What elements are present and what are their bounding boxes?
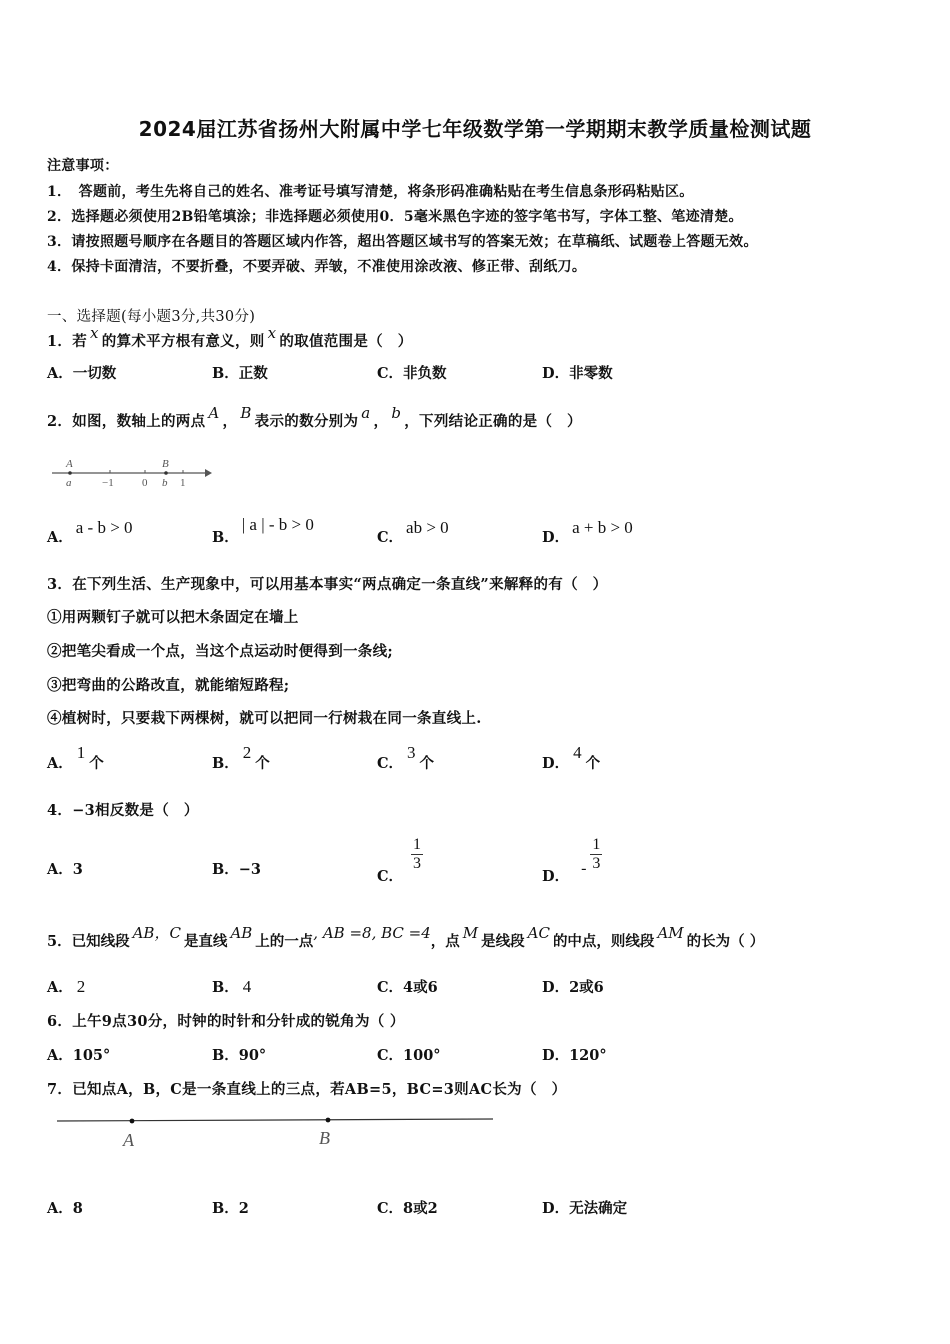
q5-math-2: AB	[230, 924, 253, 942]
q3-option-b[interactable]	[212, 743, 270, 773]
point-a-dot	[130, 1119, 135, 1124]
q2-option-b[interactable]	[212, 515, 317, 547]
label-1: 1	[180, 477, 186, 489]
q2-text-2: 表示的数分别为	[254, 413, 359, 430]
option-expr: | a | - b > 0	[241, 515, 314, 534]
q2-option-c[interactable]	[377, 518, 452, 547]
fraction-one-third	[590, 836, 602, 873]
question-5	[47, 924, 765, 951]
q5-text-4: ，点	[430, 933, 460, 950]
section-heading: 一、选择题(每小题3分,共30分)	[47, 309, 256, 325]
fraction-numerator: 1	[592, 836, 601, 853]
q5-text-2: 是直线	[183, 933, 228, 950]
q6-option-a[interactable]: A．105°	[47, 1047, 111, 1064]
straight-line	[57, 1119, 493, 1121]
q5-text-3: 上的一点	[255, 933, 314, 950]
q2-var-A: A	[208, 404, 220, 422]
option-num: 4	[573, 743, 582, 762]
q2-comma: ，	[222, 413, 238, 430]
q7-option-d[interactable]: D．无法确定	[542, 1200, 628, 1217]
option-label: D．	[542, 867, 570, 885]
option-value: 4	[242, 977, 252, 996]
q3-option-a[interactable]	[47, 743, 104, 773]
q5-math-4: M	[462, 924, 479, 942]
line-segment-figure	[55, 1108, 505, 1153]
q3-item-2: ②把笔尖看成一个点，当这个点运动时便得到一条线;	[47, 643, 394, 660]
q3-option-c[interactable]	[377, 743, 435, 773]
q2-text-1: 2．如图，数轴上的两点	[47, 413, 206, 430]
point-b-dot	[164, 471, 168, 475]
option-label: C．	[377, 529, 404, 546]
point-a-dot	[68, 471, 72, 475]
point-b-dot	[326, 1118, 331, 1123]
q1-option-b[interactable]: B．正数	[212, 365, 268, 382]
q1-text-2: 的算术平方根有意义，则	[101, 333, 265, 350]
q3-item-3: ③把弯曲的公路改直，就能缩短路程;	[47, 677, 290, 694]
fraction-one-third	[411, 836, 423, 873]
notice-heading: 注意事项：	[47, 158, 119, 174]
question-7: 7．已知点A，B，C是一条直线上的三点，若AB=5，BC=3则AC长为（ ）	[47, 1081, 567, 1098]
q3-option-d[interactable]	[542, 743, 601, 773]
q6-option-c[interactable]: C．100°	[377, 1047, 441, 1064]
q5-text-6: 的中点，则线段	[552, 933, 655, 950]
fraction-numerator: 1	[413, 836, 422, 853]
q5-option-a[interactable]	[47, 976, 85, 997]
q1-var-x: x	[90, 324, 99, 342]
q7-option-c[interactable]: C．8或2	[377, 1200, 438, 1217]
label-b: b	[162, 477, 168, 489]
q2-comma: ，	[373, 413, 389, 430]
q2-option-a[interactable]	[47, 518, 136, 547]
question-4: 4．−3相反数是（ ）	[47, 802, 199, 819]
option-label: A．	[47, 755, 73, 772]
question-6: 6．上午9点30分，时钟的时针和分针成的锐角为（ ）	[47, 1013, 405, 1030]
q5-option-c[interactable]: C．4或6	[377, 979, 438, 996]
q7-option-a[interactable]: A．8	[47, 1200, 83, 1217]
q5-math-1: AB，C	[132, 924, 181, 942]
option-label: A．	[47, 979, 73, 996]
label-A: A	[66, 458, 73, 470]
q1-var-x: x	[267, 324, 277, 342]
option-value: 2	[76, 977, 86, 996]
fraction-denominator: 3	[592, 855, 601, 872]
q2-var-a: a	[361, 404, 371, 422]
number-line-arrow	[205, 469, 212, 477]
notice-item-3: 3．请按照题号顺序在各题目的答题区域内作答，超出答题区域书写的答案无效；在草稿纸、试题卷上答题无效。	[47, 234, 758, 250]
page-title: 2024届江苏省扬州大附属中学七年级数学第一学期期末教学质量检测试题	[138, 117, 812, 141]
notice-item-4: 4．保持卡面清洁，不要折叠，不要弄破、弄皱，不准使用涂改液、修正带、刮纸刀。	[47, 259, 587, 275]
label-B: B	[162, 458, 169, 470]
fraction-denominator: 3	[413, 855, 422, 872]
q1-option-c[interactable]: C．非负数	[377, 365, 447, 382]
minus-sign: -	[581, 859, 587, 877]
label-B: B	[319, 1128, 330, 1148]
option-label: A．	[47, 529, 73, 546]
q1-option-a[interactable]: A．一切数	[47, 365, 117, 382]
option-unit: 个	[419, 755, 435, 772]
label-0: 0	[142, 477, 148, 489]
notice-item-2: 2．选择题必须使用2B铅笔填涂；非选择题必须使用0．5毫米黑色字迹的签字笔书写，字体工整、笔迹清楚。	[47, 209, 743, 225]
q1-text-1: 1．若	[47, 333, 87, 350]
q5-math-5: AC	[527, 924, 550, 942]
q5-text-1: 5．已知线段	[47, 933, 130, 950]
q5-option-b[interactable]	[212, 976, 251, 997]
notice-item-1: 1． 答题前，考生先将自己的姓名、准考证号填写清楚，将条形码准确粘贴在考生信息条形码粘贴区。	[47, 184, 694, 200]
question-1	[47, 324, 413, 351]
option-label: C．	[377, 867, 404, 885]
option-label: B．	[212, 755, 239, 772]
q5-option-d[interactable]: D．2或6	[542, 979, 604, 996]
q3-item-4: ④植树时，只要栽下两棵树，就可以把同一行树栽在同一条直线上.	[47, 710, 482, 727]
option-num: 1	[76, 743, 86, 762]
option-unit: 个	[255, 755, 270, 772]
option-num: 3	[407, 743, 416, 762]
option-label: D．	[542, 529, 570, 546]
q4-option-d[interactable]	[542, 836, 602, 885]
q4-option-b[interactable]: B．−3	[212, 861, 261, 878]
option-expr: a + b > 0	[572, 518, 633, 537]
option-expr: a - b > 0	[75, 518, 133, 537]
option-expr: ab > 0	[406, 518, 449, 537]
q5-math-6: AM	[657, 924, 684, 942]
q5-text-7: 的长为（ ）	[686, 933, 765, 950]
q2-var-B: B	[240, 404, 252, 422]
option-unit: 个	[89, 755, 104, 772]
label-A: A	[123, 1130, 134, 1150]
question-3: 3．在下列生活、生产现象中，可以用基本事实“两点确定一条直线”来解释的有（ ）	[47, 576, 608, 593]
option-label: D．	[542, 755, 570, 772]
q4-option-c[interactable]	[377, 836, 423, 885]
option-num: 2	[242, 743, 252, 762]
q1-option-d[interactable]: D．非零数	[542, 365, 613, 382]
q2-option-d[interactable]	[542, 518, 636, 547]
q7-option-b[interactable]: B．2	[212, 1200, 249, 1217]
number-line-figure	[50, 455, 220, 495]
q5-text-5: 是线段	[481, 933, 525, 950]
label-neg1: −1	[102, 477, 114, 489]
q2-var-b: b	[391, 404, 402, 422]
question-2	[47, 404, 582, 431]
option-label: B．	[212, 979, 239, 996]
q2-text-3: ，下列结论正确的是（ ）	[404, 413, 582, 430]
q6-option-d[interactable]: D．120°	[542, 1047, 607, 1064]
option-label: B．	[212, 529, 239, 546]
q6-option-b[interactable]: B．90°	[212, 1047, 267, 1064]
option-label: C．	[377, 755, 404, 772]
q4-option-a[interactable]: A．3	[47, 861, 83, 878]
option-unit: 个	[585, 755, 601, 772]
q3-item-1: ①用两颗钉子就可以把木条固定在墙上	[47, 609, 299, 626]
q5-math-3: , AB =8, BC =4	[313, 924, 431, 942]
q1-text-3: 的取值范围是（ ）	[279, 333, 413, 350]
label-a: a	[66, 477, 72, 489]
